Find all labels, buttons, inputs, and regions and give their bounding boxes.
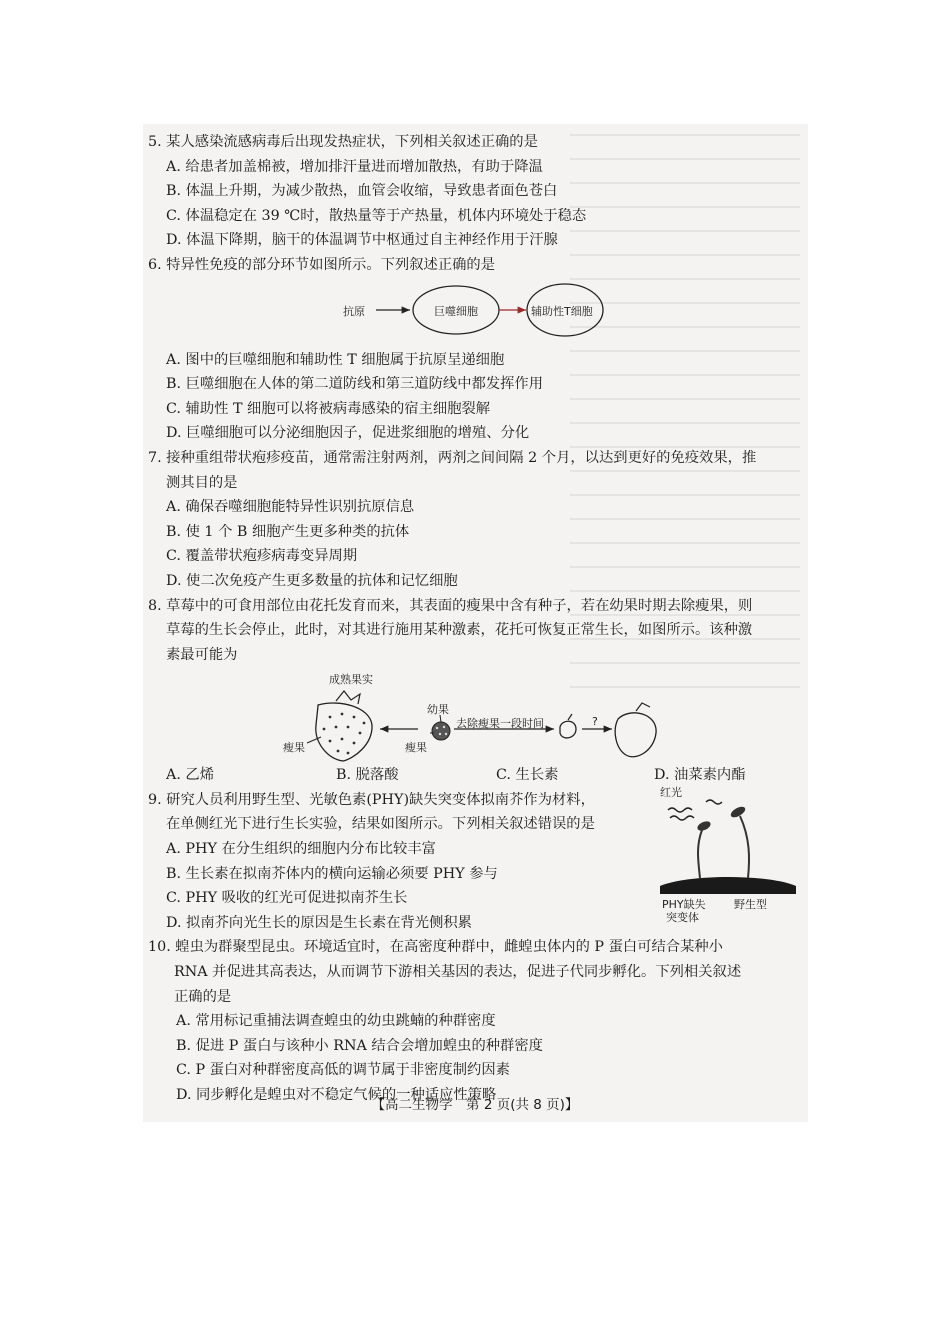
question-10-stem-line1: 10. 蝗虫为群聚型昆虫。环境适宜时，在高密度种群中，雌蝗虫体内的 P 蛋白可结合某种小 <box>148 939 723 956</box>
stopped-fruit-stem <box>568 714 572 720</box>
option-b: B. 促进 P 蛋白与该种小 RNA 结合会增加蝗虫的种群密度 <box>176 1037 543 1054</box>
mutant-label-line1: PHY缺失 <box>662 897 706 911</box>
young-fruit-label: 幼果 <box>427 703 449 717</box>
soil-icon <box>660 877 796 894</box>
hormone-question-label: ? <box>592 715 598 729</box>
option-c: C. 体温稳定在 39 ℃时，散热量等于产热量，机体内环境处于稳态 <box>166 207 587 224</box>
red-light-wave-icon <box>668 808 692 812</box>
question-9-stem-line1: 9. 研究人员利用野生型、光敏色素(PHY)缺失突变体拟南芥作为材料， <box>148 791 595 808</box>
option-c: C. 生长素 <box>496 767 559 784</box>
option-c: C. 辅助性 T 细胞可以将被病毒感染的宿主细胞裂解 <box>166 400 491 417</box>
option-d: D. 同步孵化是蝗虫对不稳定气候的一种适应性策略 <box>176 1087 497 1103</box>
recovered-fruit-calyx <box>636 703 650 711</box>
option-b: B. 生长素在拟南芥体内的横向运输必须要 PHY 参与 <box>166 865 498 882</box>
option-c: C. 覆盖带状疱疹病毒变异周期 <box>166 548 358 565</box>
option-a: A. PHY 在分生组织的细胞内分布比较丰富 <box>166 841 436 858</box>
strawberry-calyx-icon <box>336 691 360 704</box>
question-5 <box>148 130 798 253</box>
question-9 <box>148 785 798 936</box>
option-b: B. 脱落酸 <box>336 767 399 784</box>
option-a: A. 给患者加盖棉被，增加排汗量进而增加散热，有助于降温 <box>166 158 543 175</box>
achene-label-right: 瘦果 <box>405 741 427 755</box>
immune-diagram <box>148 278 798 348</box>
mutant-label-line2: 突变体 <box>666 910 699 924</box>
option-a: A. 常用标记重捕法调查蝗虫的幼虫跳蝻的种群密度 <box>176 1013 496 1030</box>
macrophage-label: 巨噬细胞 <box>434 304 478 318</box>
question-10-stem-line2: RNA 并促进其高表达，从而调节下游相关基因的表达，促进子代同步孵化。下列相关叙述 <box>174 964 742 981</box>
question-8 <box>148 594 798 788</box>
achene-label-left: 瘦果 <box>283 741 305 755</box>
question-7-stem-line2: 测其目的是 <box>166 474 238 491</box>
option-d: D. 体温下降期，脑干的体温调节中枢通过自主神经作用于汗腺 <box>166 232 558 249</box>
question-5-stem: 5. 某人感染流感病毒后出现发热症状，下列相关叙述正确的是 <box>148 134 538 150</box>
question-7-stem-line1: 7. 接种重组带状疱疹疫苗，通常需注射两剂，两剂之间间隔 2 个月，以达到更好的免疫效果，推 <box>148 449 757 466</box>
remove-achene-label: 去除瘦果一段时间 <box>456 717 544 731</box>
option-a: A. 确保吞噬细胞能特异性识别抗原信息 <box>166 499 415 516</box>
wild-seedling-icon <box>740 816 749 878</box>
page-footer: 【高二生物学 第 2 页(共 8 页)】 <box>371 1097 579 1113</box>
young-fruit-icon <box>432 722 450 740</box>
strawberry-seeds-icon <box>323 713 366 755</box>
exam-content <box>148 130 798 1108</box>
stopped-fruit-icon <box>560 722 576 739</box>
option-d: D. 拟南芥向光生长的原因是生长素在背光侧积累 <box>166 914 472 931</box>
red-light-label: 红光 <box>660 785 682 799</box>
question-10 <box>148 935 798 1107</box>
option-a: A. 乙烯 <box>166 767 215 784</box>
option-b: B. 使 1 个 B 细胞产生更多种类的抗体 <box>166 523 410 540</box>
question-7 <box>148 446 798 594</box>
question-9-stem-line2: 在单侧红光下进行生长实验，结果如图所示。下列相关叙述错误的是 <box>166 816 595 833</box>
question-8-stem-line1: 8. 草莓中的可食用部位由花托发育而来，其表面的瘦果中含有种子，若在幼果时期去除瘦果，则 <box>148 597 753 614</box>
option-d: D. 巨噬细胞可以分泌细胞因子，促进浆细胞的增殖、分化 <box>166 425 530 442</box>
option-c: C. P 蛋白对种群密度高低的调节属于非密度制约因素 <box>176 1062 510 1079</box>
question-6-stem: 6. 特异性免疫的部分环节如图所示。下列叙述正确的是 <box>148 256 496 273</box>
antigen-label: 抗原 <box>343 304 365 318</box>
mature-strawberry-icon <box>316 703 372 761</box>
question-8-stem-line2: 草莓的生长会停止，此时，对其进行施用某种激素，花托可恢复正常生长，如图所示。该种激 <box>166 622 753 639</box>
option-b: B. 体温上升期，为减少散热，血管会收缩，导致患者面色苍白 <box>166 183 558 200</box>
question-10-stem-line3: 正确的是 <box>174 988 232 1005</box>
strawberry-figure <box>148 667 798 763</box>
option-d: D. 使二次免疫产生更多数量的抗体和记忆细胞 <box>166 572 458 589</box>
recovered-fruit-icon <box>615 713 656 757</box>
seedling-figure <box>658 782 798 922</box>
option-d: D. 油菜素内酯 <box>654 767 746 784</box>
question-6 <box>148 253 798 446</box>
option-b: B. 巨噬细胞在人体的第二道防线和第三道防线中都发挥作用 <box>166 376 544 393</box>
mature-fruit-label: 成熟果实 <box>329 673 373 687</box>
option-c: C. PHY 吸收的红光可促进拟南芥生长 <box>166 890 408 907</box>
mutant-seedling-icon <box>698 830 702 878</box>
option-a: A. 图中的巨噬细胞和辅助性 T 细胞属于抗原呈递细胞 <box>166 351 505 368</box>
wild-type-label: 野生型 <box>734 897 767 911</box>
helper-t-cell-label: 辅助性T细胞 <box>531 304 593 318</box>
question-8-stem-line3: 素最可能为 <box>166 646 238 663</box>
